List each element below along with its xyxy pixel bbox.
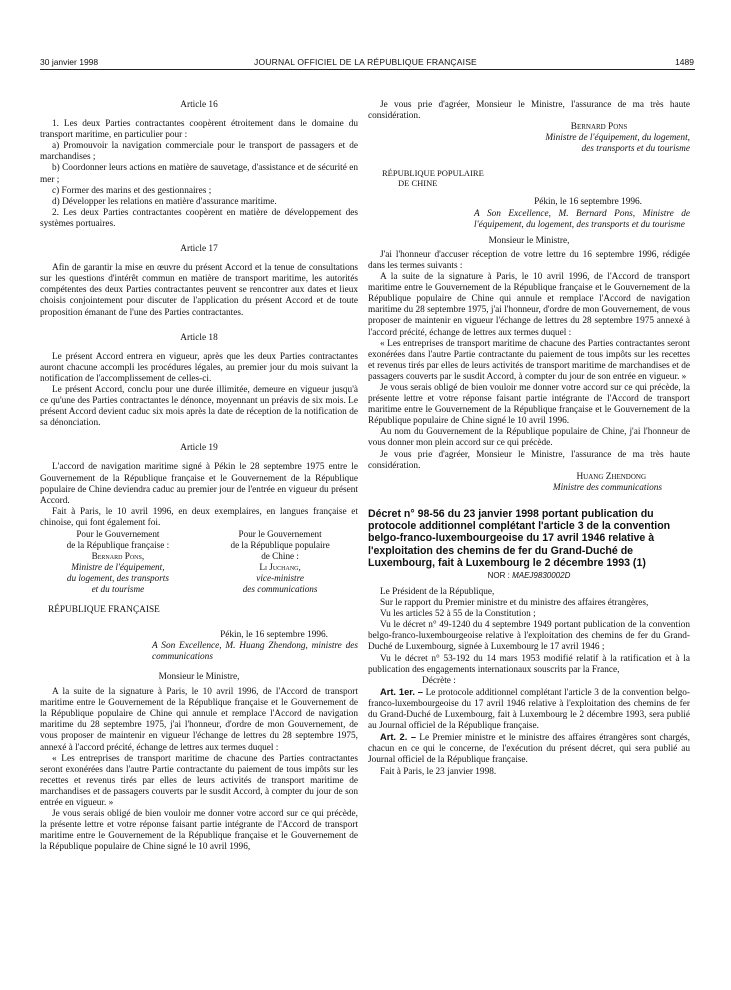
paragraph: A la suite de la signature à Paris, le 10 avril 1996, de l'Accord de transport maritime entre le Gouvernement de la République française et le Gouvernement de la République populaire de Chine qui annule et remplace l'Accord de navigation maritime du 28 septembre 1975, j'ai l'honneur, d'ordre de mon Gouvernement, de vous proposer de maintenir en vigueur l'échange de lettres du 28 septembre 1975, annexé à l'accord précité, échange de lettres aux termes duquel : bbox=[40, 687, 358, 753]
paragraph: L'accord de navigation maritime signé à Pékin le 28 septembre 1975 entre le Gouvernement de la République française et le Gouvernement de la République populaire de Chine deviendra caduc au premier jour de l'entrée en vigueur du présent Accord. bbox=[40, 462, 358, 506]
paragraph: d) Développer les relations en matière d'assurance maritime. bbox=[52, 196, 277, 207]
paragraph: « Les entreprises de transport maritime de chacune des Parties contractantes seront exonérées dans l'autre Partie contractante du paiement de tous impôts sur les recettes et revenus tirés par elles de leurs activités de transport maritime de marchandises et de passagers couverts par le susdit Accord, à compter du jour de son entrée en vigueur. » bbox=[368, 338, 690, 382]
paragraph: Je vous prie d'agréer, Monsieur le Ministre, l'assurance de ma très haute considération. bbox=[368, 100, 690, 122]
letter-date: Pékin, le 16 septembre 1996. bbox=[220, 629, 328, 640]
signatory-title: Ministre de l'équipement, du logement, bbox=[545, 133, 690, 144]
origin-line: DE CHINE bbox=[398, 177, 438, 188]
paragraph: a) Promouvoir la navigation commerciale pour le transport de passagers et de marchandises ; bbox=[40, 141, 358, 163]
letter-addressee: A Son Excellence, M. Bernard Pons, Ministre de l'équipement, du logement, des transports et du tourisme bbox=[474, 208, 690, 230]
article-2 bbox=[368, 732, 690, 766]
signature-line: de la République française : bbox=[66, 540, 170, 551]
signatory-title: Ministre des communications bbox=[552, 482, 662, 493]
paragraph: « Les entreprises de transport maritime de chacune des Parties contractantes seront exonérées dans l'autre Partie contractante du paiement de tous impôts sur les recettes et revenus tirés par elles de leurs activités de transport maritime de marchandises et de passagers couverts par le susdit Accord, à compter du jour de son entrée en vigueur. » bbox=[40, 753, 358, 808]
paragraph: Le Président de la République, bbox=[380, 587, 495, 598]
signatory-name: Bernard Pons, bbox=[91, 551, 145, 562]
decree-title: Décret n° 98-56 du 23 janvier 1998 portant publication du protocole additionnel complétant l'article 3 de la convention belgo-franco-luxembourgeoise du 17 avril 1946 relative à l'exploitation des chemins de fer du Grand-Duché de Luxembourg, fait à Luxembourg le 2 décembre 1993 (1) bbox=[368, 507, 671, 569]
article-19-heading: Article 19 bbox=[180, 443, 218, 454]
signatory-title: et du tourisme bbox=[91, 584, 145, 595]
signature-line: Pour le Gouvernement bbox=[238, 529, 322, 539]
paragraph: 2. Les deux Parties contractantes coopèrent en matière de développement des systèmes portuaires. bbox=[40, 207, 358, 229]
decrete-heading: Décrète : bbox=[422, 675, 456, 686]
nor-label: NOR : bbox=[487, 570, 510, 580]
article-label: Art. 1er. – bbox=[380, 686, 423, 697]
page-header bbox=[0, 0, 731, 70]
signatory-title: du logement, des transports bbox=[66, 573, 169, 584]
article-text: Le Premier ministre et le ministre des affaires étrangères sont chargés, chacun en ce qui le concerne, de l'exécution du présent décret, qui sera publié au Journal officiel de la République française. bbox=[368, 733, 690, 766]
article-18-heading: Article 18 bbox=[180, 332, 218, 343]
signature-block bbox=[368, 122, 690, 155]
origin-line: RÉPUBLIQUE POPULAIRE bbox=[382, 168, 484, 179]
nor-reference bbox=[368, 570, 690, 581]
letter-salutation: Monsieur le Ministre, bbox=[488, 235, 570, 246]
paragraph: Vu le décret n° 53-192 du 14 mars 1953 modifié relatif à la ratification et à la publication des engagements internationaux souscrits par la France, bbox=[368, 653, 690, 675]
paragraph: Sur le rapport du Premier ministre et du ministre des affaires étrangères, bbox=[380, 598, 649, 609]
paragraph: J'ai l'honneur d'accuser réception de votre lettre du 16 septembre 1996, rédigée dans les termes suivants : bbox=[368, 249, 690, 271]
signature-block bbox=[40, 529, 358, 596]
letter-origin: RÉPUBLIQUE FRANÇAISE bbox=[48, 604, 160, 615]
signature-line: de la République populaire bbox=[230, 540, 330, 551]
paragraph: Vu les articles 52 à 55 de la Constitution ; bbox=[380, 609, 536, 620]
paragraph: Fait à Paris, le 23 janvier 1998. bbox=[380, 766, 497, 777]
letter-salutation: Monsieur le Ministre, bbox=[158, 671, 240, 682]
paragraph: b) Coordonner leurs actions en matière de sauvetage, d'assistance et de sécurité en mer ; bbox=[40, 163, 358, 185]
header-page-number: 1489 bbox=[675, 57, 694, 67]
paragraph: Fait à Paris, le 10 avril 1996, en deux exemplaires, en langues française et chinoise, qui font également foi. bbox=[40, 506, 358, 528]
paragraph: 1. Les deux Parties contractantes coopèrent étroitement dans le domaine du transport maritime, en particulier pour : bbox=[40, 119, 358, 141]
header-rule bbox=[40, 69, 695, 70]
paragraph: Je vous prie d'agréer, Monsieur le Ministre, l'assurance de ma très haute considération. bbox=[368, 449, 690, 471]
signatory-title: des communications bbox=[242, 584, 318, 595]
signature-line: Pour le Gouvernement bbox=[76, 529, 160, 539]
nor-code: MAEJ9830002D bbox=[512, 570, 571, 580]
paragraph: Au nom du Gouvernement de la République populaire de Chine, j'ai l'honneur de vous donner mon plein accord sur ce qui précède. bbox=[368, 427, 690, 449]
signatory-name: Li Juchang, bbox=[259, 562, 301, 573]
paragraph: Je vous serais obligé de bien vouloir me donner votre accord sur ce qui précède, la présente lettre et votre réponse faisant partie intégrante de l'Accord de transport maritime entre le Gouvernement de la République française et le Gouvernement de la République populaire de Chine signé le 10 avril 1996. bbox=[368, 382, 690, 427]
article-16-heading: Article 16 bbox=[180, 100, 218, 110]
article-17-heading: Article 17 bbox=[180, 244, 218, 255]
letter-date: Pékin, le 16 septembre 1996. bbox=[534, 197, 642, 208]
paragraph: Le présent Accord entrera en vigueur, après que les deux Parties contractantes auront chacune accompli les procédures légales, au premier jour du mois suivant la notification de l'accomplissement de celles-ci. bbox=[40, 351, 358, 384]
signatory-title: Ministre de l'équipement, bbox=[71, 562, 165, 573]
signature-block bbox=[368, 472, 690, 494]
right-column bbox=[368, 100, 690, 778]
article-label: Art. 2. – bbox=[380, 732, 417, 743]
signature-line: de Chine : bbox=[261, 551, 299, 562]
letter-origin bbox=[368, 169, 690, 188]
article-text: Le protocole additionnel complétant l'article 3 de la convention belgo-franco-luxembourgeoise du 17 avril 1946 relative à l'exploitation des chemins de fer du Grand-Duché de Luxembourg, fait à Luxembourg le 2 décembre 1993, sera publié au Journal officiel de la République française. bbox=[368, 687, 690, 732]
paragraph: Afin de garantir la mise en œuvre du présent Accord et la tenue de consultations sur les questions d'intérêt commun en matière de transport maritime, les autorités compétentes des deux Parties contractantes peuvent se rencontrer aux dates et lieux choisis conjointement pour discuter de l'application du présent Accord et de toute proposition émanant de l'une des Parties contractantes. bbox=[40, 263, 358, 318]
paragraph: Le présent Accord, conclu pour une durée illimitée, demeure en vigueur jusqu'à ce qu'une des Parties contractantes le dénonce, moyennant un préavis de six mois. Le présent Accord devient caduc six mois après la date de réception de la notification de sa dénonciation. bbox=[40, 384, 358, 429]
signatory-name: Bernard Pons bbox=[570, 122, 628, 133]
signatory-name: Huang Zhendong bbox=[576, 471, 646, 482]
signatory-title: des transports et du tourisme bbox=[581, 144, 690, 155]
letter-addressee: A Son Excellence, M. Huang Zhendong, ministre des communications bbox=[152, 640, 358, 662]
paragraph: Vu le décret n° 49-1240 du 4 septembre 1949 portant publication de la convention belgo-franco-luxembourgeoise relative à l'exploitation des chemins de fer du Grand-Duché de Luxembourg, signée à Luxembourg le 17 avril 1946 ; bbox=[368, 620, 690, 653]
signatory-title: vice-ministre bbox=[256, 573, 304, 584]
header-date: 30 janvier 1998 bbox=[40, 57, 99, 67]
header-title: JOURNAL OFFICIEL DE LA RÉPUBLIQUE FRANÇAISE bbox=[254, 57, 477, 67]
paragraph: A la suite de la signature à Paris, le 10 avril 1996, de l'Accord de transport maritime entre le Gouvernement de la République française et le Gouvernement de la République populaire de Chine qui annule et remplace l'Accord de navigation maritime du 28 septembre 1975, j'ai l'honneur, d'ordre de mon Gouvernement, de vous proposer de maintenir en vigueur l'échange de lettres du 28 septembre 1975 annexé à l'accord précité, échange de lettres aux termes duquel : bbox=[368, 272, 690, 338]
paragraph: Je vous serais obligé de bien vouloir me donner votre accord sur ce qui précède, la présente lettre et votre réponse faisant partie intégrante de l'Accord de transport maritime entre le Gouvernement de la République française et le Gouvernement de la République populaire de Chine signé le 10 avril 1996, bbox=[40, 809, 358, 853]
paragraph: c) Former des marins et des gestionnaires ; bbox=[52, 185, 212, 196]
left-column bbox=[40, 100, 358, 853]
article-1 bbox=[368, 687, 690, 732]
